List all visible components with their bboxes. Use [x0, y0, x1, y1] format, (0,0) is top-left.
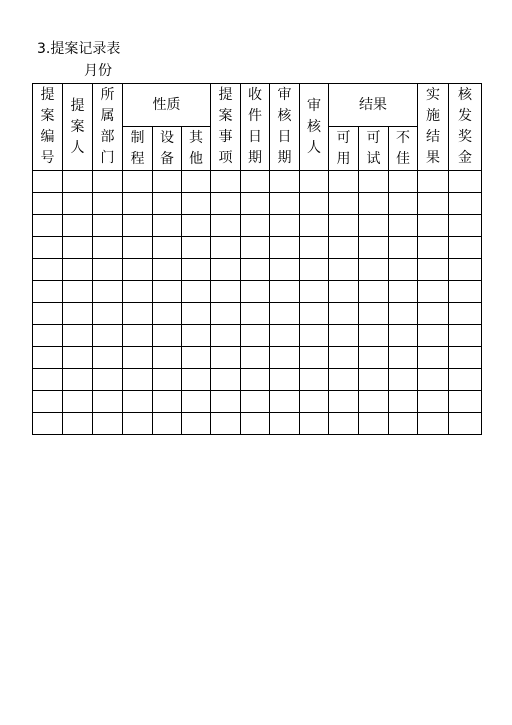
table-cell [153, 281, 182, 303]
table-cell [93, 413, 123, 435]
table-cell [389, 303, 418, 325]
table-cell [33, 347, 63, 369]
table-cell [241, 325, 270, 347]
table-cell [182, 171, 211, 193]
table-row [33, 413, 482, 435]
table-cell [418, 171, 449, 193]
header-group-result: 结果 [329, 84, 418, 127]
table-cell [182, 347, 211, 369]
table-cell [449, 303, 482, 325]
table-cell [300, 369, 329, 391]
table-cell [123, 215, 153, 237]
table-cell [211, 237, 241, 259]
table-cell [93, 237, 123, 259]
header-nature-process: 制程 [123, 127, 153, 171]
table-cell [182, 215, 211, 237]
table-cell [123, 391, 153, 413]
header-nature-other: 其他 [182, 127, 211, 171]
table-cell [93, 281, 123, 303]
table-cell [153, 391, 182, 413]
table-cell [33, 259, 63, 281]
table-cell [33, 369, 63, 391]
table-cell [211, 281, 241, 303]
table-cell [449, 369, 482, 391]
table-row [33, 391, 482, 413]
table-cell [418, 347, 449, 369]
table-row [33, 215, 482, 237]
header-result-usable: 可用 [329, 127, 359, 171]
table-cell [211, 413, 241, 435]
table-cell [449, 259, 482, 281]
header-proposal-matter: 提案事项 [211, 84, 241, 171]
table-cell [211, 171, 241, 193]
header-nature-equipment: 设备 [153, 127, 182, 171]
table-cell [329, 171, 359, 193]
table-cell [153, 413, 182, 435]
table-cell [329, 391, 359, 413]
proposal-record-table [32, 83, 482, 435]
table-cell [63, 325, 93, 347]
table-cell [93, 303, 123, 325]
table-cell [241, 391, 270, 413]
table-cell [182, 391, 211, 413]
table-cell [389, 171, 418, 193]
table-cell [182, 369, 211, 391]
table-cell [449, 347, 482, 369]
table-cell [211, 303, 241, 325]
table-cell [329, 347, 359, 369]
table-cell [153, 215, 182, 237]
table-cell [300, 171, 329, 193]
table-row [33, 325, 482, 347]
table-cell [270, 237, 300, 259]
header-group-nature: 性质 [123, 84, 211, 127]
table-cell [418, 215, 449, 237]
table-cell [389, 259, 418, 281]
table-body [33, 171, 482, 435]
table-cell [329, 281, 359, 303]
table-cell [449, 281, 482, 303]
table-cell [270, 391, 300, 413]
table-cell [389, 193, 418, 215]
table-cell [93, 259, 123, 281]
table-cell [93, 391, 123, 413]
table-cell [359, 193, 389, 215]
header-result-poor: 不佳 [389, 127, 418, 171]
header-review-date: 审核日期 [270, 84, 300, 171]
table-cell [241, 237, 270, 259]
table-cell [123, 347, 153, 369]
table-cell [153, 171, 182, 193]
table-cell [63, 369, 93, 391]
table-cell [33, 281, 63, 303]
table-row [33, 347, 482, 369]
table-cell [33, 193, 63, 215]
table-cell [389, 413, 418, 435]
table-cell [33, 237, 63, 259]
table-cell [418, 303, 449, 325]
table-cell [449, 237, 482, 259]
table-cell [359, 325, 389, 347]
month-label: 月份 [84, 63, 112, 79]
table-cell [389, 347, 418, 369]
table-cell [270, 347, 300, 369]
header-received-date: 收件日期 [241, 84, 270, 171]
table-row [33, 237, 482, 259]
header-approved-bonus: 核发奖金 [449, 84, 482, 171]
table-cell [123, 413, 153, 435]
table-cell [153, 303, 182, 325]
table-cell [389, 369, 418, 391]
table-header [33, 84, 482, 171]
table-cell [123, 193, 153, 215]
table-cell [182, 303, 211, 325]
table-cell [241, 259, 270, 281]
table-cell [241, 215, 270, 237]
table-cell [359, 303, 389, 325]
table-cell [123, 369, 153, 391]
header-department: 所属部门 [93, 84, 123, 171]
table-cell [418, 259, 449, 281]
table-cell [300, 215, 329, 237]
table-cell [270, 215, 300, 237]
table-cell [329, 369, 359, 391]
table-cell [329, 237, 359, 259]
table-cell [123, 237, 153, 259]
table-cell [389, 215, 418, 237]
table-cell [359, 215, 389, 237]
table-cell [329, 303, 359, 325]
table-cell [300, 413, 329, 435]
table-cell [389, 237, 418, 259]
table-cell [33, 215, 63, 237]
table-cell [389, 281, 418, 303]
table-cell [63, 303, 93, 325]
table-cell [63, 193, 93, 215]
table-cell [449, 325, 482, 347]
table-row [33, 281, 482, 303]
table-cell [211, 215, 241, 237]
table-cell [270, 303, 300, 325]
table-cell [33, 391, 63, 413]
table-cell [182, 193, 211, 215]
table-cell [211, 193, 241, 215]
table-cell [123, 281, 153, 303]
table-cell [211, 259, 241, 281]
table-cell [153, 325, 182, 347]
table-cell [329, 259, 359, 281]
table-cell [359, 237, 389, 259]
table-cell [123, 259, 153, 281]
table-cell [182, 281, 211, 303]
table-cell [449, 391, 482, 413]
table-cell [33, 303, 63, 325]
table-cell [329, 193, 359, 215]
table-cell [241, 413, 270, 435]
header-proposer: 提案人 [63, 84, 93, 171]
table-cell [153, 347, 182, 369]
table-cell [63, 215, 93, 237]
table-cell [241, 347, 270, 369]
table-cell [449, 413, 482, 435]
table-cell [182, 237, 211, 259]
table-cell [241, 193, 270, 215]
table-cell [33, 171, 63, 193]
table-cell [93, 325, 123, 347]
table-cell [300, 237, 329, 259]
table-cell [182, 325, 211, 347]
table-cell [418, 237, 449, 259]
table-cell [211, 347, 241, 369]
table-cell [329, 325, 359, 347]
table-cell [93, 347, 123, 369]
table-cell [63, 259, 93, 281]
table-cell [241, 303, 270, 325]
table-cell [300, 325, 329, 347]
table-cell [270, 325, 300, 347]
table-cell [63, 347, 93, 369]
table-cell [359, 413, 389, 435]
table-cell [93, 193, 123, 215]
table-cell [153, 369, 182, 391]
table-cell [449, 171, 482, 193]
table-cell [93, 171, 123, 193]
table-cell [270, 281, 300, 303]
table-cell [33, 413, 63, 435]
table-cell [329, 215, 359, 237]
table-cell [63, 391, 93, 413]
table-row [33, 303, 482, 325]
header-result-trial: 可试 [359, 127, 389, 171]
table-cell [359, 347, 389, 369]
table-cell [241, 171, 270, 193]
table-cell [270, 193, 300, 215]
table-cell [123, 171, 153, 193]
table-cell [300, 303, 329, 325]
table-row [33, 369, 482, 391]
table-cell [123, 303, 153, 325]
table-cell [359, 281, 389, 303]
table-cell [63, 413, 93, 435]
table-row [33, 193, 482, 215]
table-cell [270, 413, 300, 435]
table-cell [33, 325, 63, 347]
table-cell [211, 391, 241, 413]
document-title: 3.提案记录表 [37, 41, 121, 57]
table-cell [211, 325, 241, 347]
table-cell [153, 237, 182, 259]
table-cell [418, 281, 449, 303]
table-cell [211, 369, 241, 391]
header-implementation-result: 实施结果 [418, 84, 449, 171]
table-cell [270, 259, 300, 281]
table-row [33, 171, 482, 193]
table-cell [63, 237, 93, 259]
table-cell [359, 171, 389, 193]
table-cell [418, 193, 449, 215]
table-cell [241, 369, 270, 391]
table-cell [359, 259, 389, 281]
table-cell [300, 347, 329, 369]
table-cell [300, 259, 329, 281]
table-row [33, 259, 482, 281]
table-cell [359, 391, 389, 413]
header-proposal-no: 提案编号 [33, 84, 63, 171]
table-cell [300, 391, 329, 413]
table-cell [329, 413, 359, 435]
table-cell [153, 259, 182, 281]
table-cell [418, 325, 449, 347]
header-reviewer: 审核人 [300, 84, 329, 171]
table-cell [153, 193, 182, 215]
table-cell [389, 391, 418, 413]
table-cell [270, 171, 300, 193]
table-cell [449, 215, 482, 237]
table-cell [63, 281, 93, 303]
table-cell [182, 413, 211, 435]
table-cell [241, 281, 270, 303]
table-cell [182, 259, 211, 281]
table-cell [93, 215, 123, 237]
table-cell [418, 413, 449, 435]
table-cell [300, 281, 329, 303]
table-cell [300, 193, 329, 215]
table-cell [449, 193, 482, 215]
table-cell [63, 171, 93, 193]
table-cell [389, 325, 418, 347]
table-cell [93, 369, 123, 391]
table-cell [270, 369, 300, 391]
table-cell [418, 369, 449, 391]
table-cell [123, 325, 153, 347]
table-cell [418, 391, 449, 413]
table-cell [359, 369, 389, 391]
